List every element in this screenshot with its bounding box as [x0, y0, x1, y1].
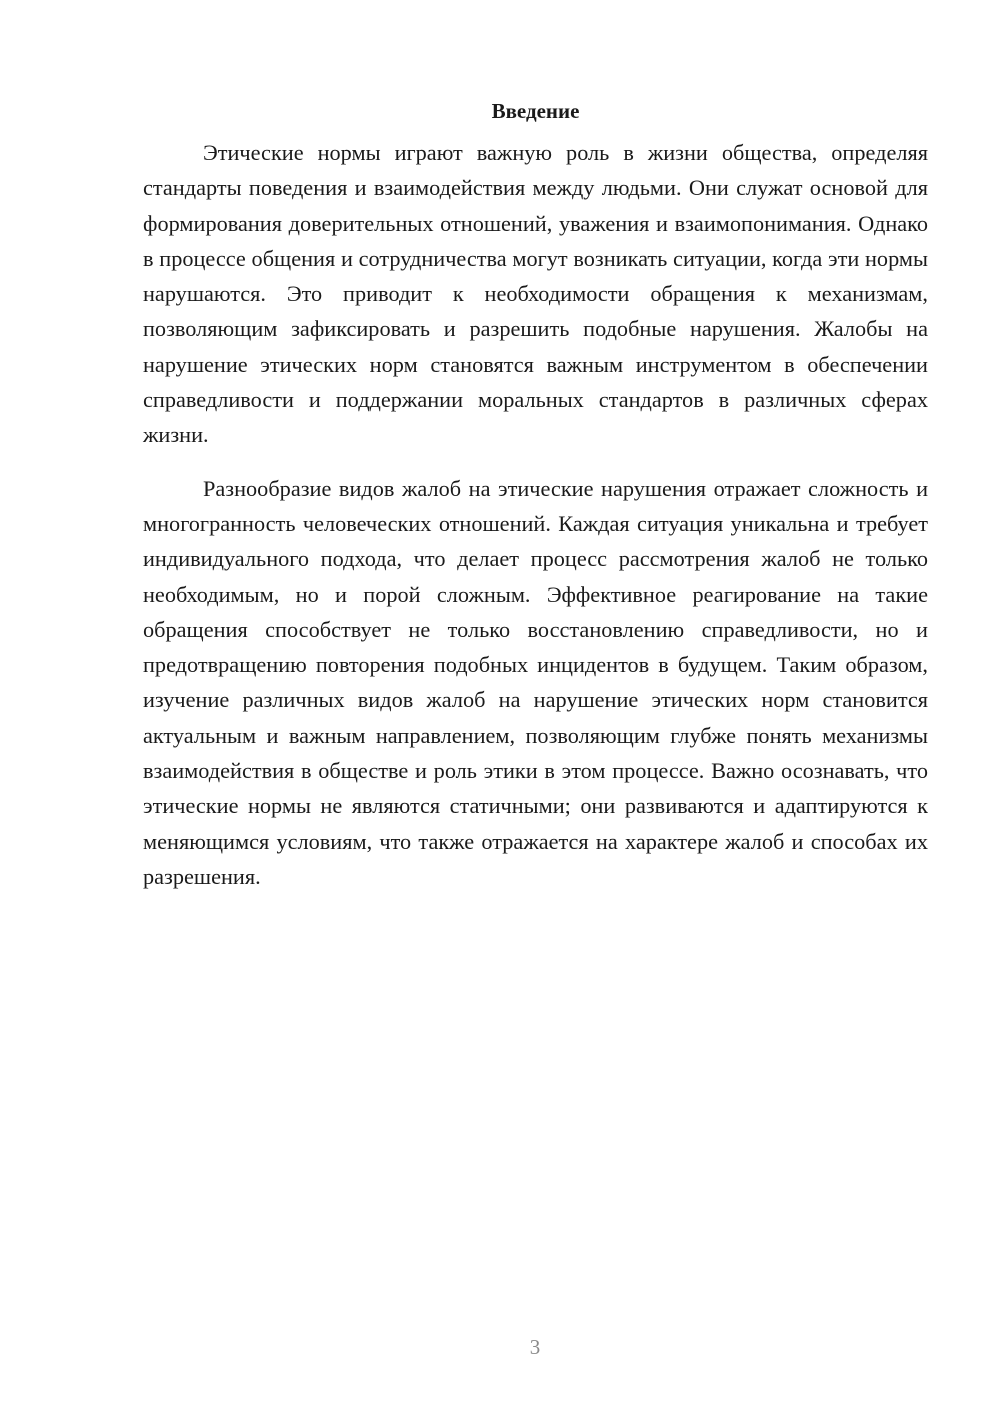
page-content [143, 96, 928, 894]
section-heading: Введение [491, 99, 580, 123]
paragraph-1: Этические нормы играют важную роль в жизни общества, определяя стандарты поведения и взаимодействия между людьми. Они служат основой для формирования доверительных отношений, уважения и взаимопонимания. Однако в процессе общения и сотрудничества могут возникать ситуации, когда эти нормы нарушаются. Это приводит к необходимости обращения к механизмам, позволяющим зафиксировать и разрешить подобные нарушения. Жалобы на нарушение этических норм становятся важным инструментом в обеспечении справедливости и поддержании моральных стандартов в различных сферах жизни. [143, 140, 928, 448]
paragraph-2: Разнообразие видов жалоб на этические нарушения отражает сложность и многогранность человеческих отношений. Каждая ситуация уникальна и требует индивидуального подхода, что делает процесс рассмотрения жалоб не только необходимым, но и порой сложным. Эффективное реагирование на такие обращения способствует не только восстановлению справедливости, но и предотвращению повторения подобных инцидентов в будущем. Таким образом, изучение различных видов жалоб на нарушение этических норм становится актуальным и важным направлением, позволяющим глубже понять механизмы взаимодействия в обществе и роль этики в этом процессе. Важно осознавать, что этические нормы не являются статичными; они развиваются и адаптируются к меняющимся условиям, что также отражается на характере жалоб и способах их разрешения. [143, 475, 928, 889]
page-number: 3 [529, 1335, 541, 1359]
